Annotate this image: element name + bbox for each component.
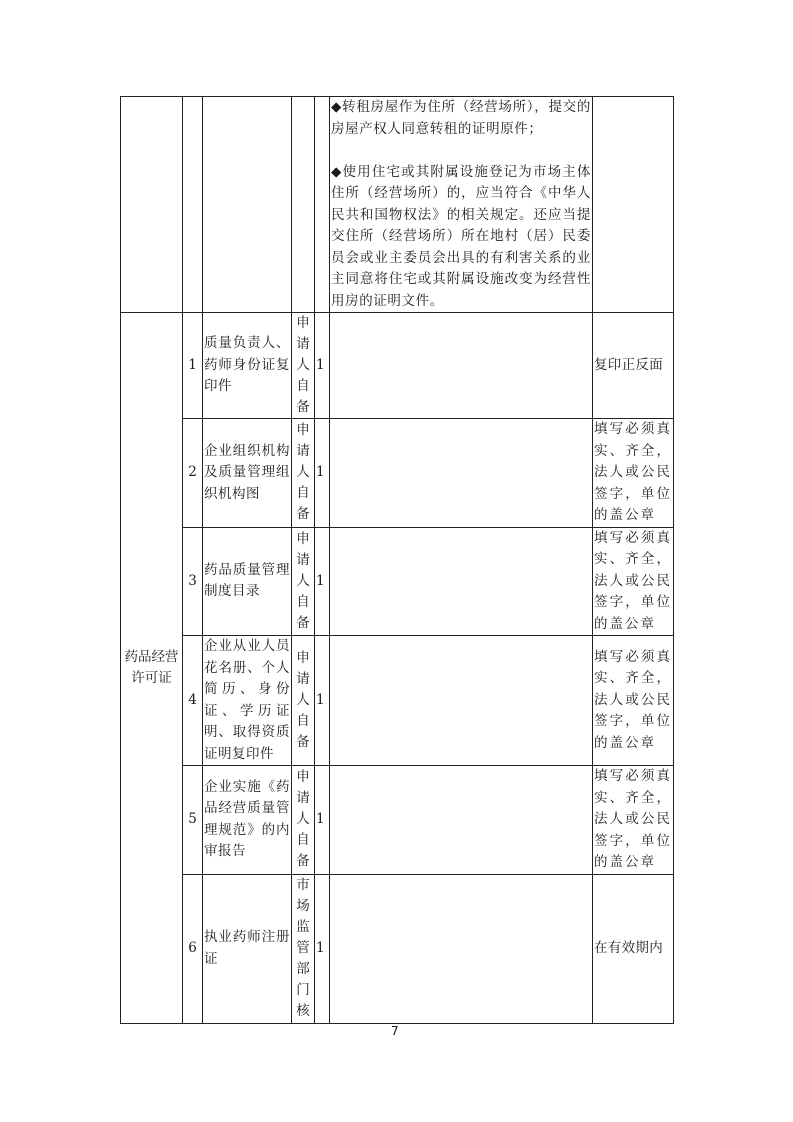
material-note: 填写必须真实、齐全，法人或公民签字，单位的盖公章 — [593, 766, 674, 875]
material-name: 质量负责人、药师身份证复印件 — [203, 313, 292, 419]
continuation-source-cell — [292, 97, 315, 313]
material-requirement — [330, 874, 593, 1023]
material-source: 申请人自备 — [296, 530, 310, 631]
table-row — [121, 874, 674, 1023]
material-quantity: 1 — [315, 313, 330, 419]
material-source: 申请人自备 — [296, 422, 310, 523]
material-requirement — [330, 419, 593, 528]
continuation-note-cell — [593, 97, 674, 313]
table-row — [121, 527, 674, 636]
row-number: 2 — [183, 419, 203, 528]
continuation-row — [121, 97, 674, 313]
material-source: 申请人自备 — [296, 315, 310, 415]
material-note: 在有效期内 — [593, 874, 674, 1023]
material-source: 申请人自备 — [296, 769, 310, 870]
material-source-cell — [292, 527, 315, 636]
material-name: 企业组织机构及质量管理组织机构图 — [203, 419, 292, 528]
material-name: 药品质量管理制度目录 — [203, 527, 292, 636]
continuation-category-cell — [121, 97, 183, 313]
category-cell — [121, 313, 183, 1024]
material-source-cell — [292, 313, 315, 419]
category-label: 药品经营许可证 — [124, 648, 179, 686]
material-note: 填写必须真实、齐全，法人或公民签字，单位的盖公章 — [593, 636, 674, 766]
material-quantity: 1 — [315, 766, 330, 875]
material-requirement — [330, 313, 593, 419]
continuation-no-cell — [183, 97, 203, 313]
material-note: 复印正反面 — [593, 313, 674, 419]
material-source-cell — [292, 636, 315, 766]
material-requirement — [330, 766, 593, 875]
material-quantity: 1 — [315, 527, 330, 636]
row-number: 3 — [183, 527, 203, 636]
continuation-qty-cell — [315, 97, 330, 313]
material-quantity: 1 — [315, 419, 330, 528]
material-source: 市场监管部门核 — [296, 877, 310, 1019]
material-note: 填写必须真实、齐全，法人或公民签字，单位的盖公章 — [593, 527, 674, 636]
material-note: 填写必须真实、齐全，法人或公民签字，单位的盖公章 — [593, 419, 674, 528]
material-source-cell — [292, 419, 315, 528]
material-requirement — [330, 636, 593, 766]
row-number: 5 — [183, 766, 203, 875]
row-number: 4 — [183, 636, 203, 766]
material-source: 申请人自备 — [296, 650, 310, 750]
page-number: 7 — [391, 1024, 399, 1038]
table-row — [121, 636, 674, 766]
row-number: 1 — [183, 313, 203, 419]
material-source-cell — [292, 766, 315, 875]
row-number: 6 — [183, 874, 203, 1023]
material-name: 执业药师注册证 — [203, 874, 292, 1023]
continuation-name-cell — [203, 97, 292, 313]
material-quantity: 1 — [315, 636, 330, 766]
requirement-residential-use: ◆使用住宅或其附属设施登记为市场主体住所（经营场所）的，应当符合《中华人民共和国物权法》的相关规定。还应当提交住所（经营场所）所在地村（居）民委员会或业主委员会出具的有利害关系的业主同意将住宅或其附属设施改变为经营性用房的证明文件。 — [331, 163, 591, 309]
requirement-sublet: ◆转租房屋作为住所（经营场所），提交的房屋产权人同意转租的证明原件； — [331, 99, 591, 137]
material-name: 企业实施《药品经营质量管理规范》的内审报告 — [203, 766, 292, 875]
paragraph-gap — [331, 140, 591, 162]
continuation-requirements-cell — [330, 97, 593, 313]
material-name: 企业从业人员花名册、个人简历、身份证、学历证明、取得资质证明复印件 — [203, 636, 292, 766]
table-row — [121, 419, 674, 528]
material-quantity: 1 — [315, 874, 330, 1023]
material-source-cell — [292, 874, 315, 1023]
materials-table — [120, 96, 674, 1024]
material-requirement — [330, 527, 593, 636]
table-row — [121, 766, 674, 875]
table-row — [121, 313, 674, 419]
